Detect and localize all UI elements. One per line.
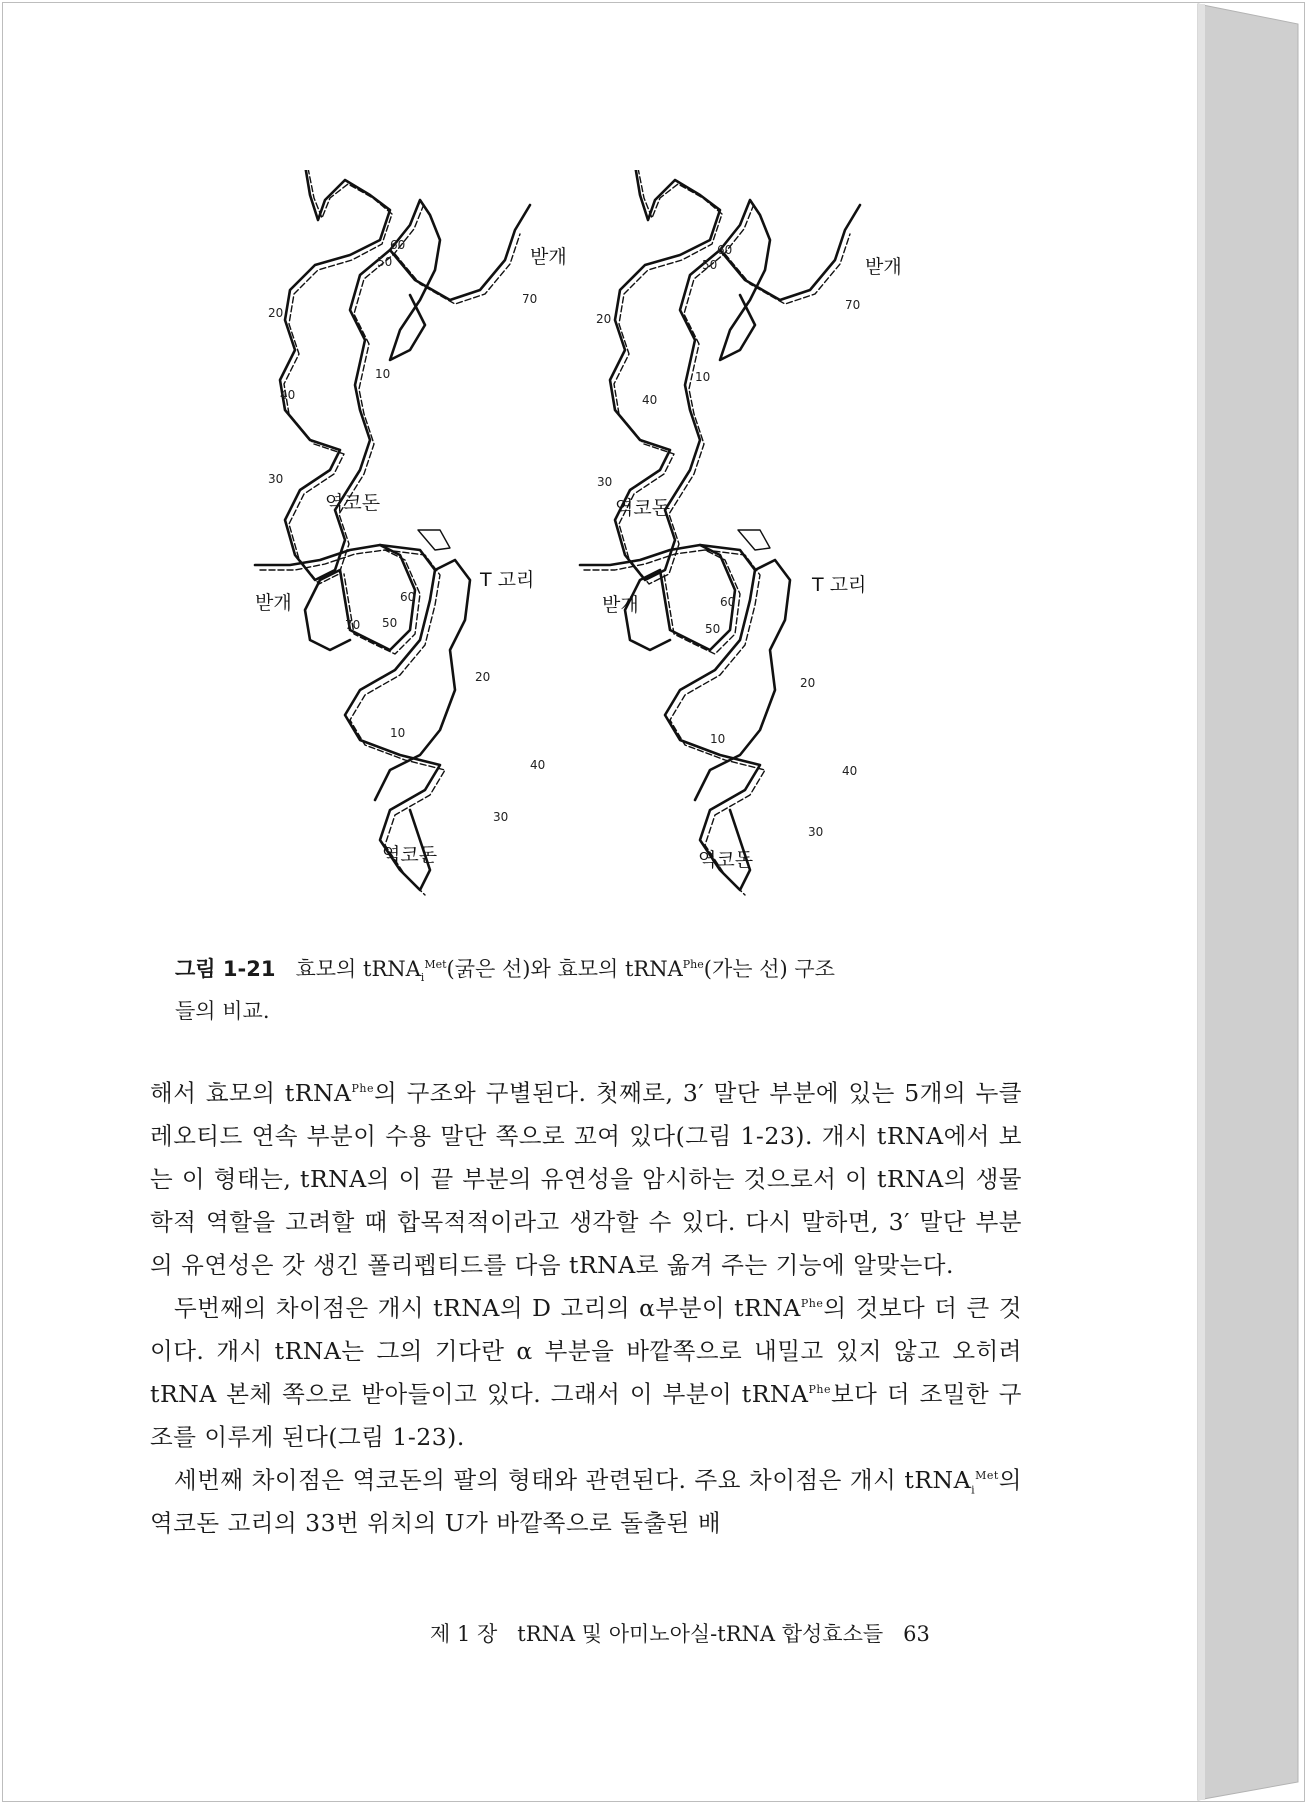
superscript: Phe [351, 1082, 375, 1096]
superscript: Phe [808, 1383, 831, 1397]
chapter-number: 제 1 장 [430, 1622, 498, 1646]
position-number: 30 [808, 825, 824, 839]
position-number: 70 [345, 618, 361, 632]
structure-top-right [610, 170, 860, 584]
text-span: 의 것보다 더 큰 것이다. 개시 tRNA는 그의 기다란 α 부분을 바깥쪽으로 내밀고 있지 않고 오히려 tRNA 본체 쪽으로 받아들이고 있다. 그래서 이 부분이 tRNA [150, 1294, 1022, 1408]
figure-caption [175, 948, 1005, 1032]
structure-top-left [280, 170, 530, 584]
superscript: Phe [800, 1297, 824, 1311]
text-span: 해서 효모의 tRNA [150, 1079, 352, 1107]
text-span: 세번째 차이점은 역코돈의 팔의 형태와 관련된다. 주요 차이점은 개시 tRNA [174, 1466, 972, 1494]
acceptor-label: 받개 [530, 246, 567, 268]
position-number: 10 [375, 367, 391, 381]
position-number: 10 [390, 726, 406, 740]
position-number: 50 [382, 616, 398, 630]
acceptor-label: 받개 [602, 594, 639, 616]
text-span: 보다 더 조밀한 구조를 이루게 된다(그림 1-23). [150, 1380, 1022, 1451]
paragraph [150, 1287, 1022, 1459]
position-number: 40 [842, 764, 858, 778]
anticodon-label: 역코돈 [615, 497, 671, 519]
text-span: 두번째의 차이점은 개시 tRNA의 D 고리의 α부분이 tRNA [174, 1294, 801, 1322]
position-number: 40 [530, 758, 546, 772]
t-loop-label: T 고리 [480, 569, 535, 591]
anticodon-label: 역코돈 [325, 492, 381, 514]
paragraph [150, 1072, 1022, 1287]
position-number: 70 [522, 292, 538, 306]
subscript: i [971, 1483, 976, 1497]
structure-bottom-left [255, 530, 470, 895]
position-number: 20 [268, 306, 284, 320]
page-number: 63 [903, 1622, 930, 1646]
text-span: 의 구조와 구별된다. 첫째로, 3′ 말단 부분에 있는 5개의 누클레오티드 연속 부분이 수용 말단 쪽으로 꼬여 있다(그림 1-23). 개시 tRNA에서 보는 이 형태는, tRNA의 이 끝 부분의 유연성을 암시하는 것으로서 이 tRNA의 생물학적 역할을 고려할 때 합목적적이라고 생각할 수 있다. 다시 말하면, 3′ 말단 부분의 유연성은 갓 생긴 폴리펩티드를 다음 tRNA로 옮겨 주는 기능에 알맞는다. [150, 1079, 1022, 1279]
acceptor-label: 받개 [255, 592, 292, 614]
position-number: 20 [596, 312, 612, 326]
position-number: 30 [493, 810, 509, 824]
anticodon-label: 역코돈 [382, 844, 438, 866]
position-number: 10 [695, 370, 711, 384]
structure-bottom-right [580, 530, 790, 895]
trna-backbone-drawing [250, 170, 970, 930]
anticodon-label: 역코돈 [698, 849, 754, 871]
position-number: 50 [377, 255, 393, 269]
position-number: 30 [268, 472, 284, 486]
position-number: 60 [400, 590, 416, 604]
caption-text: (굵은 선)와 효모의 tRNA [446, 957, 683, 981]
caption-superscript: Met [424, 958, 447, 971]
acceptor-label: 받개 [865, 256, 902, 278]
caption-superscript: Phe [682, 958, 704, 971]
body-text [150, 1072, 1022, 1545]
position-number: 60 [390, 238, 406, 252]
position-number: 70 [845, 298, 861, 312]
caption-text: 들의 비교. [175, 999, 270, 1023]
caption-subscript: i [420, 971, 425, 985]
position-number: 20 [475, 670, 491, 684]
position-number: 60 [717, 243, 733, 257]
position-number: 50 [702, 258, 718, 272]
superscript: Met [975, 1469, 999, 1483]
text-span: 의 역코돈 고리의 33번 위치의 U가 바깥쪽으로 돌출된 배 [150, 1466, 1022, 1537]
chapter-title: tRNA 및 아미노아실-tRNA 합성효소들 [517, 1622, 884, 1646]
running-footer [430, 1618, 950, 1648]
position-number: 10 [710, 732, 726, 746]
t-loop-label: T 고리 [812, 574, 867, 596]
trna-structure-figure [250, 170, 970, 930]
position-number: 40 [642, 393, 658, 407]
position-number: 30 [597, 475, 613, 489]
position-number: 40 [280, 388, 296, 402]
caption-text: (가는 선) 구조 [703, 957, 835, 981]
position-number: 60 [720, 595, 736, 609]
paragraph [150, 1459, 1022, 1545]
position-number: 20 [800, 676, 816, 690]
position-number: 50 [705, 622, 721, 636]
figure-label: 그림 1-21 [175, 957, 276, 981]
caption-text: 효모의 tRNA [295, 957, 421, 981]
